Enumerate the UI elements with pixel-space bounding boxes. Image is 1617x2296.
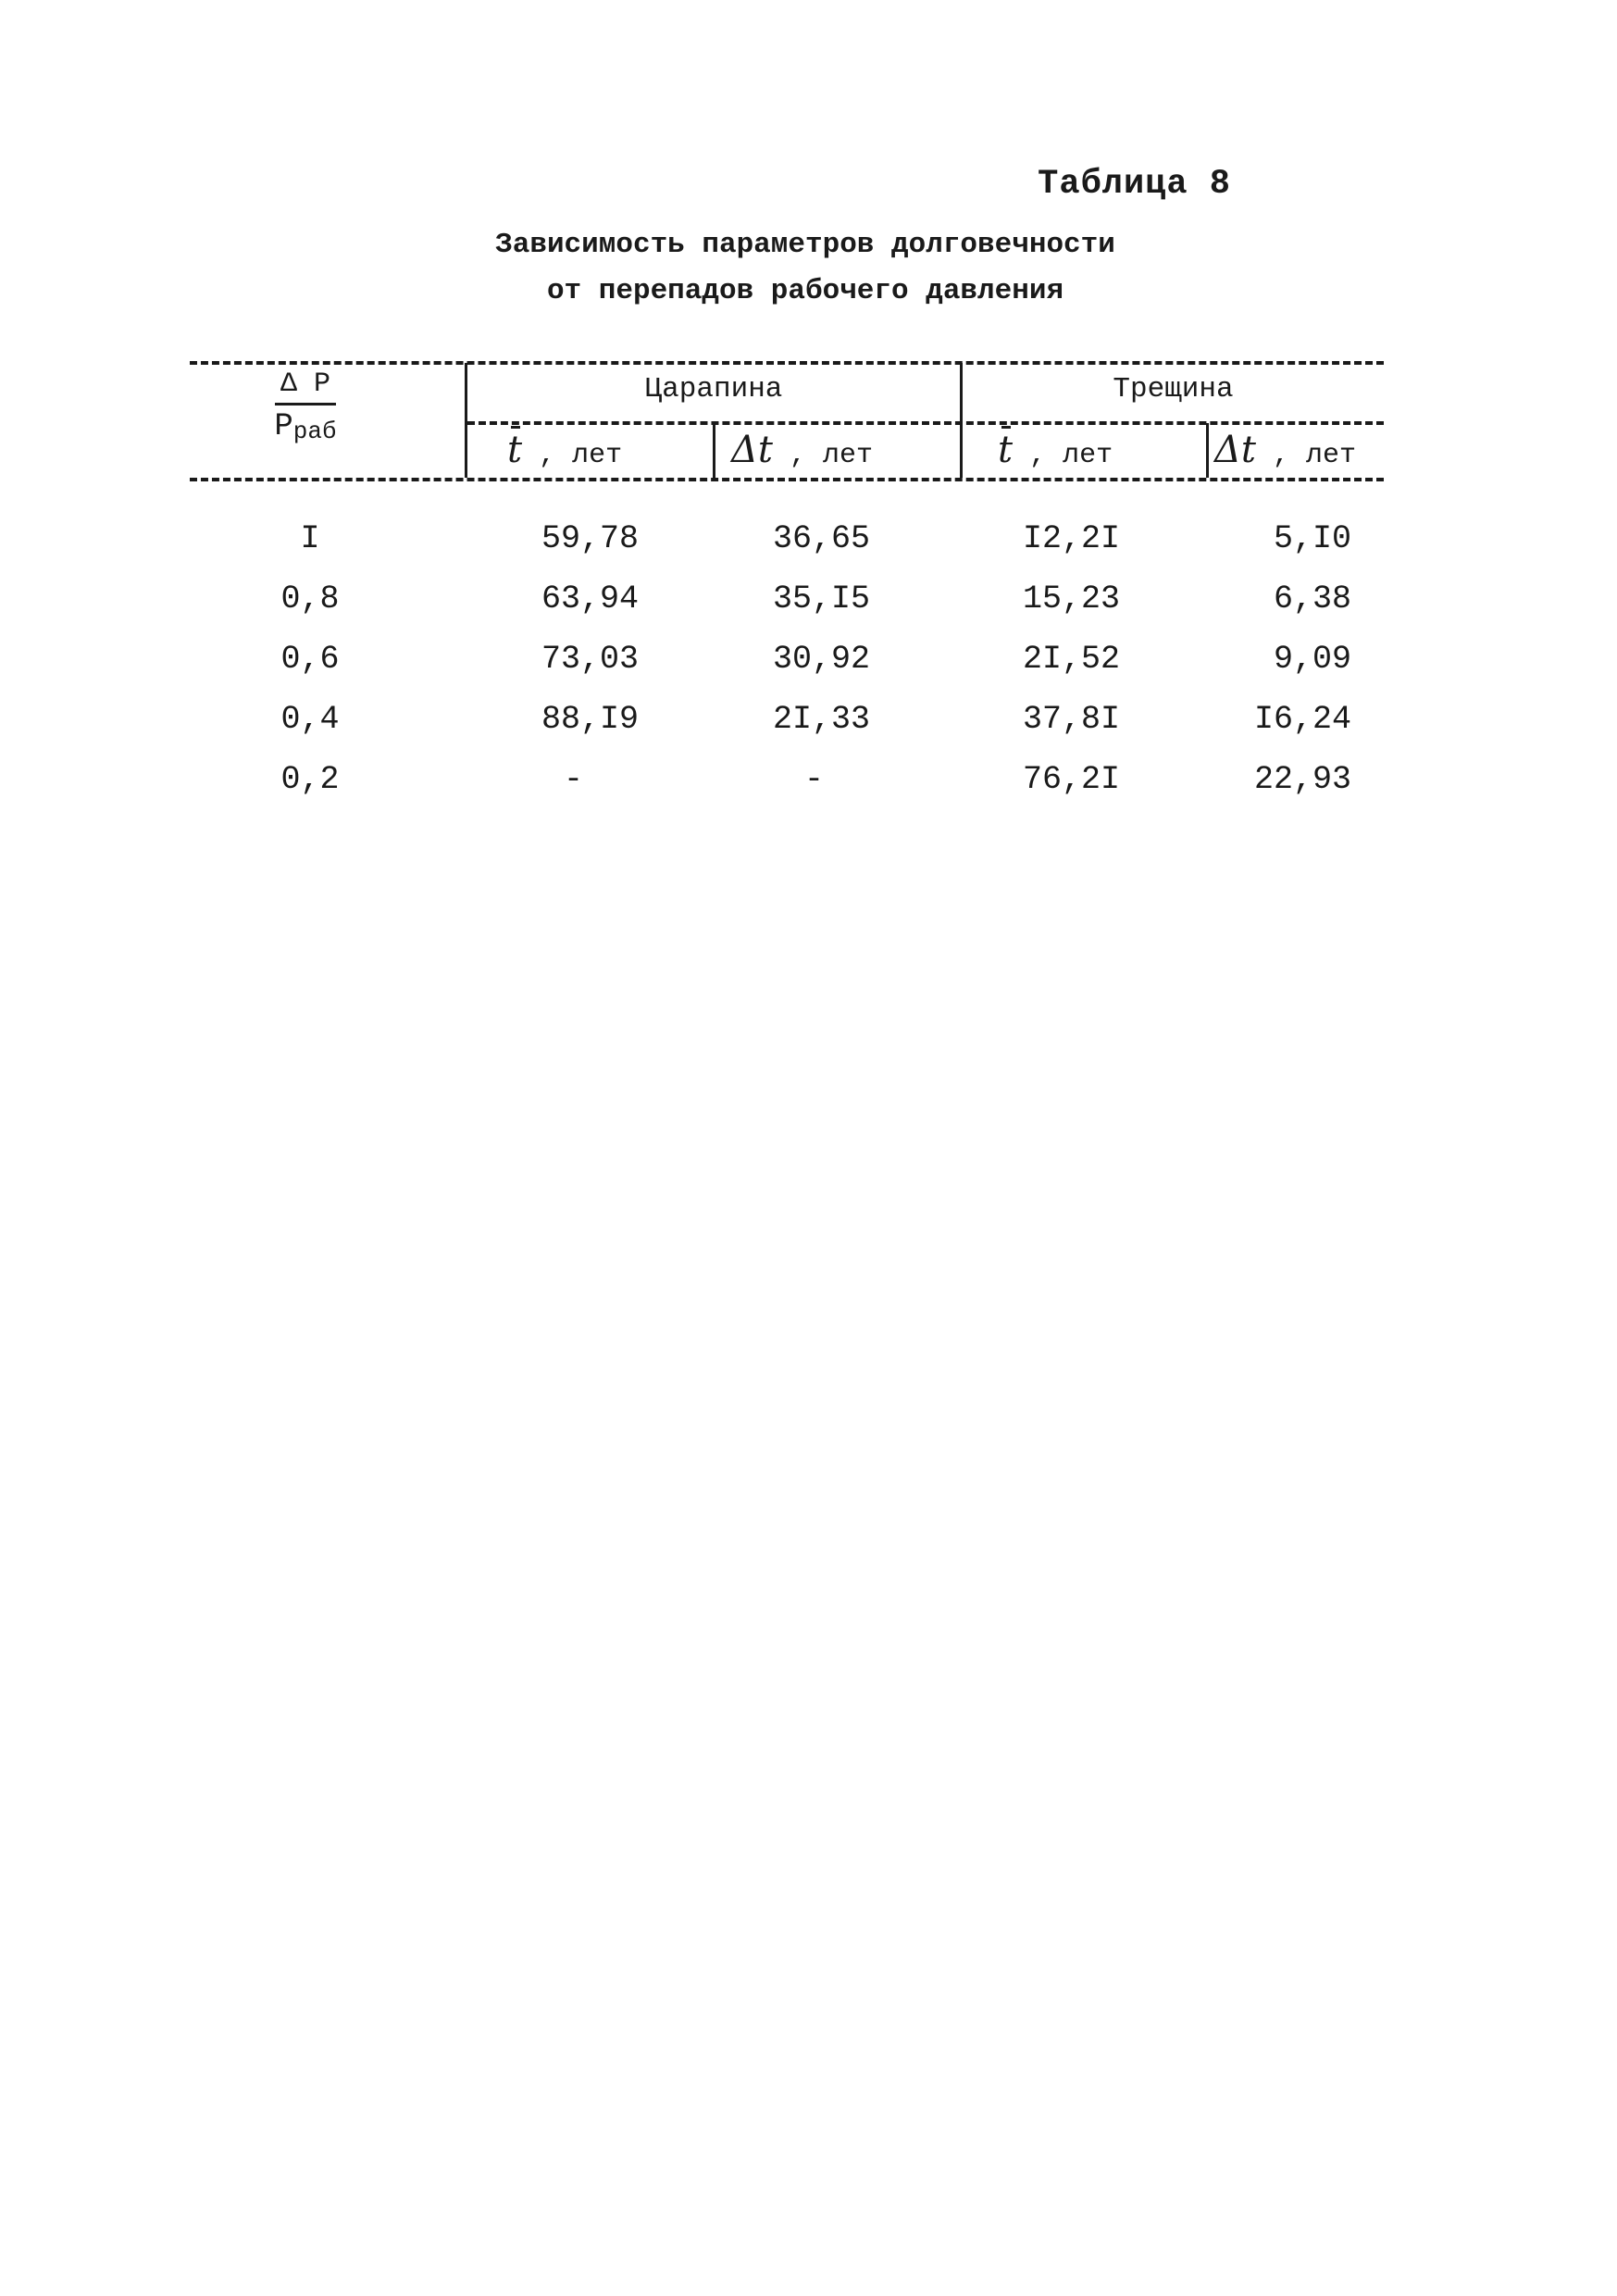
ratio-cell: 0,6 <box>280 641 340 678</box>
crack-delta-cell: I6,24 <box>1253 701 1351 738</box>
ratio-numerator: Δ P <box>275 366 336 406</box>
ratio-cell: 0,4 <box>280 701 340 738</box>
delta-t-symbol: Δt <box>731 429 773 471</box>
crack-mean-header: t , лет <box>998 429 1113 471</box>
crack-mean-cell: I2,2I <box>1022 520 1120 557</box>
t-bar-symbol: t <box>998 429 1014 471</box>
ratio-cell: 0,2 <box>280 761 340 798</box>
scratch-mean-cell: 88,I9 <box>541 701 639 738</box>
crack-mean-cell: 76,2I <box>1022 761 1120 798</box>
scratch-delta-header: Δt , лет <box>731 429 873 471</box>
ratio-cell: 0,8 <box>280 580 340 618</box>
table-label: Таблица 8 <box>1038 165 1231 204</box>
t-bar-symbol: t <box>507 429 523 471</box>
crack-mean-cell: 2I,52 <box>1022 641 1120 678</box>
header-bottom-rule <box>190 478 1384 481</box>
scratch-mean-header: t , лет <box>507 429 623 471</box>
scratch-mean-cell: 73,03 <box>541 641 639 678</box>
group-scratch-header: Царапина <box>644 373 783 406</box>
scratch-mean-cell: - <box>563 761 583 798</box>
subheader-rule <box>467 421 1384 425</box>
crack-delta-cell: 6,38 <box>1273 580 1351 618</box>
scratch-delta-cell: 30,92 <box>772 641 870 678</box>
group-crack-header: Трещина <box>1113 373 1234 406</box>
crack-delta-cell: 5,I0 <box>1273 520 1351 557</box>
title-line-1: Зависимость параметров долговечности <box>495 229 1115 261</box>
divider-scratch-sub <box>713 423 715 478</box>
divider-crack-sub <box>1206 423 1209 478</box>
crack-mean-cell: 37,8I <box>1022 701 1120 738</box>
ratio-cell: I <box>300 520 320 557</box>
scratch-delta-cell: - <box>803 761 824 798</box>
scratch-mean-cell: 59,78 <box>541 520 639 557</box>
scratch-delta-cell: 35,I5 <box>772 580 870 618</box>
header-top-rule <box>190 361 1384 365</box>
ratio-denominator: $P_{раб}$ <box>274 409 337 445</box>
table-title <box>333 222 1277 315</box>
title-line-2: от перепадов рабочего давления <box>546 275 1064 307</box>
scratch-delta-cell: 36,65 <box>772 520 870 557</box>
crack-delta-header: Δt , лет <box>1214 429 1356 471</box>
crack-mean-cell: 15,23 <box>1022 580 1120 618</box>
ratio-header <box>236 366 375 453</box>
delta-t-symbol: Δt <box>1214 429 1256 471</box>
scratch-delta-cell: 2I,33 <box>772 701 870 738</box>
scratch-mean-cell: 63,94 <box>541 580 639 618</box>
crack-delta-cell: 9,09 <box>1273 641 1351 678</box>
crack-delta-cell: 22,93 <box>1253 761 1351 798</box>
